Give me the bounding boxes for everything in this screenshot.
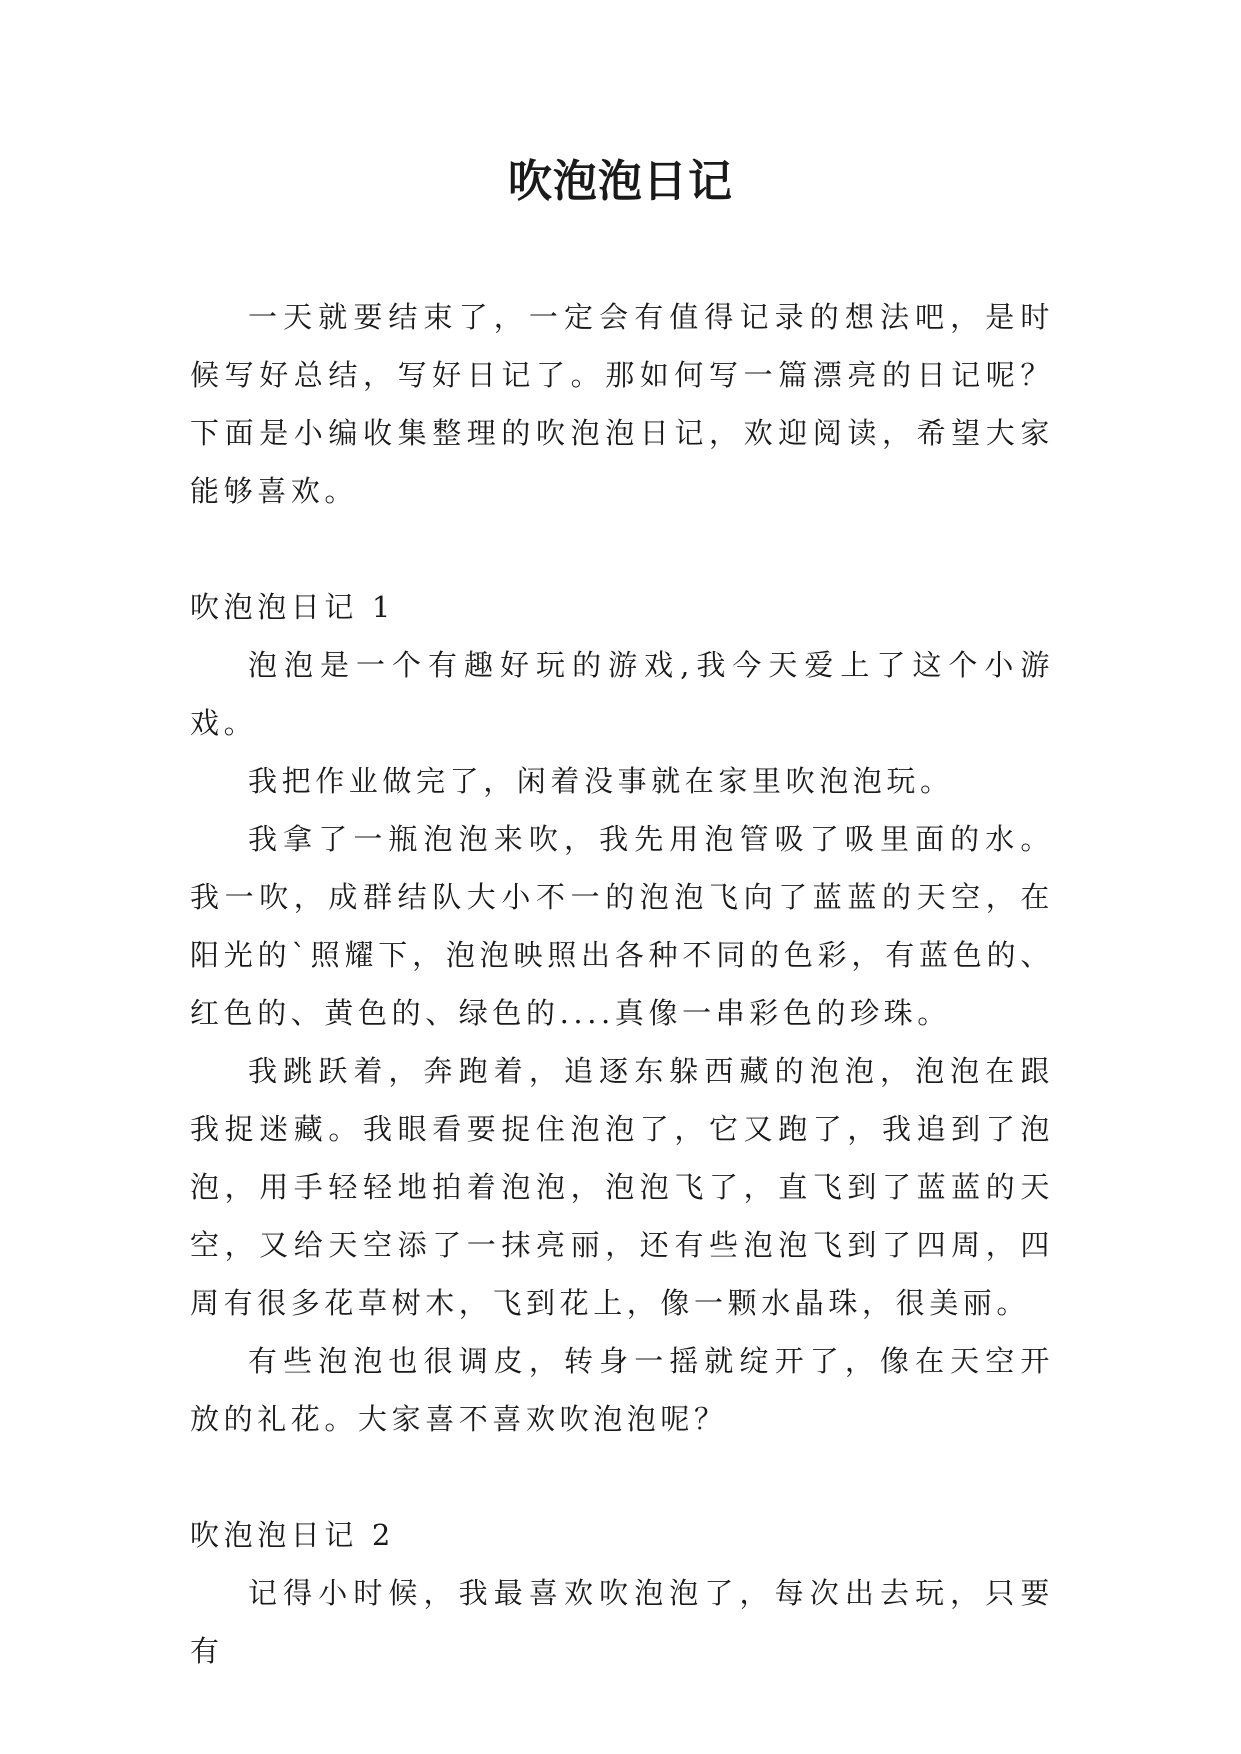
section-1-paragraph-1: 泡泡是一个有趣好玩的游戏,我今天爱上了这个小游戏。 (190, 648, 1054, 740)
section-1-paragraph-3: 我拿了一瓶泡泡来吹，我先用泡管吸了吸里面的水。我一吹，成群结队大小不一的泡泡飞向了蓝蓝的天空，在阳光的`照耀下，泡泡映照出各种不同的色彩，有蓝色的、红色的、黄色的、绿色的....真像一串彩色的珍珠。 (190, 822, 1054, 1030)
section-1-paragraph-4: 我跳跃着，奔跑着，追逐东躲西藏的泡泡，泡泡在跟我捉迷藏。我眼看要捉住泡泡了，它又跑了，我追到了泡泡，用手轻轻地拍着泡泡，泡泡飞了，直飞到了蓝蓝的天空，又给天空添了一抹亮丽，还有些泡泡飞到了四周，四周有很多花草树木，飞到花上，像一颗水晶珠，很美丽。 (190, 1054, 1054, 1320)
section-heading-2: 吹泡泡日记 2 (190, 1518, 395, 1552)
section-1-paragraph-5: 有些泡泡也很调皮，转身一摇就绽开了，像在天空开放的礼花。大家喜不喜欢吹泡泡呢？ (190, 1344, 1054, 1436)
section-spacer (190, 520, 1054, 578)
section-1-paragraph-2: 我把作业做完了，闲着没事就在家里吹泡泡玩。 (248, 764, 954, 798)
section-2-paragraph-1: 记得小时候，我最喜欢吹泡泡了，每次出去玩，只要有 (190, 1576, 1054, 1668)
section-spacer (190, 1448, 1054, 1506)
intro-paragraph: 一天就要结束了，一定会有值得记录的想法吧，是时候写好总结，写好日记了。那如何写一篇漂亮的日记呢？下面是小编收集整理的吹泡泡日记，欢迎阅读，希望大家能够喜欢。 (190, 300, 1054, 508)
document-title: 吹泡泡日记 (508, 156, 733, 207)
document-body (190, 288, 1054, 1680)
section-heading-1: 吹泡泡日记 1 (190, 590, 395, 624)
